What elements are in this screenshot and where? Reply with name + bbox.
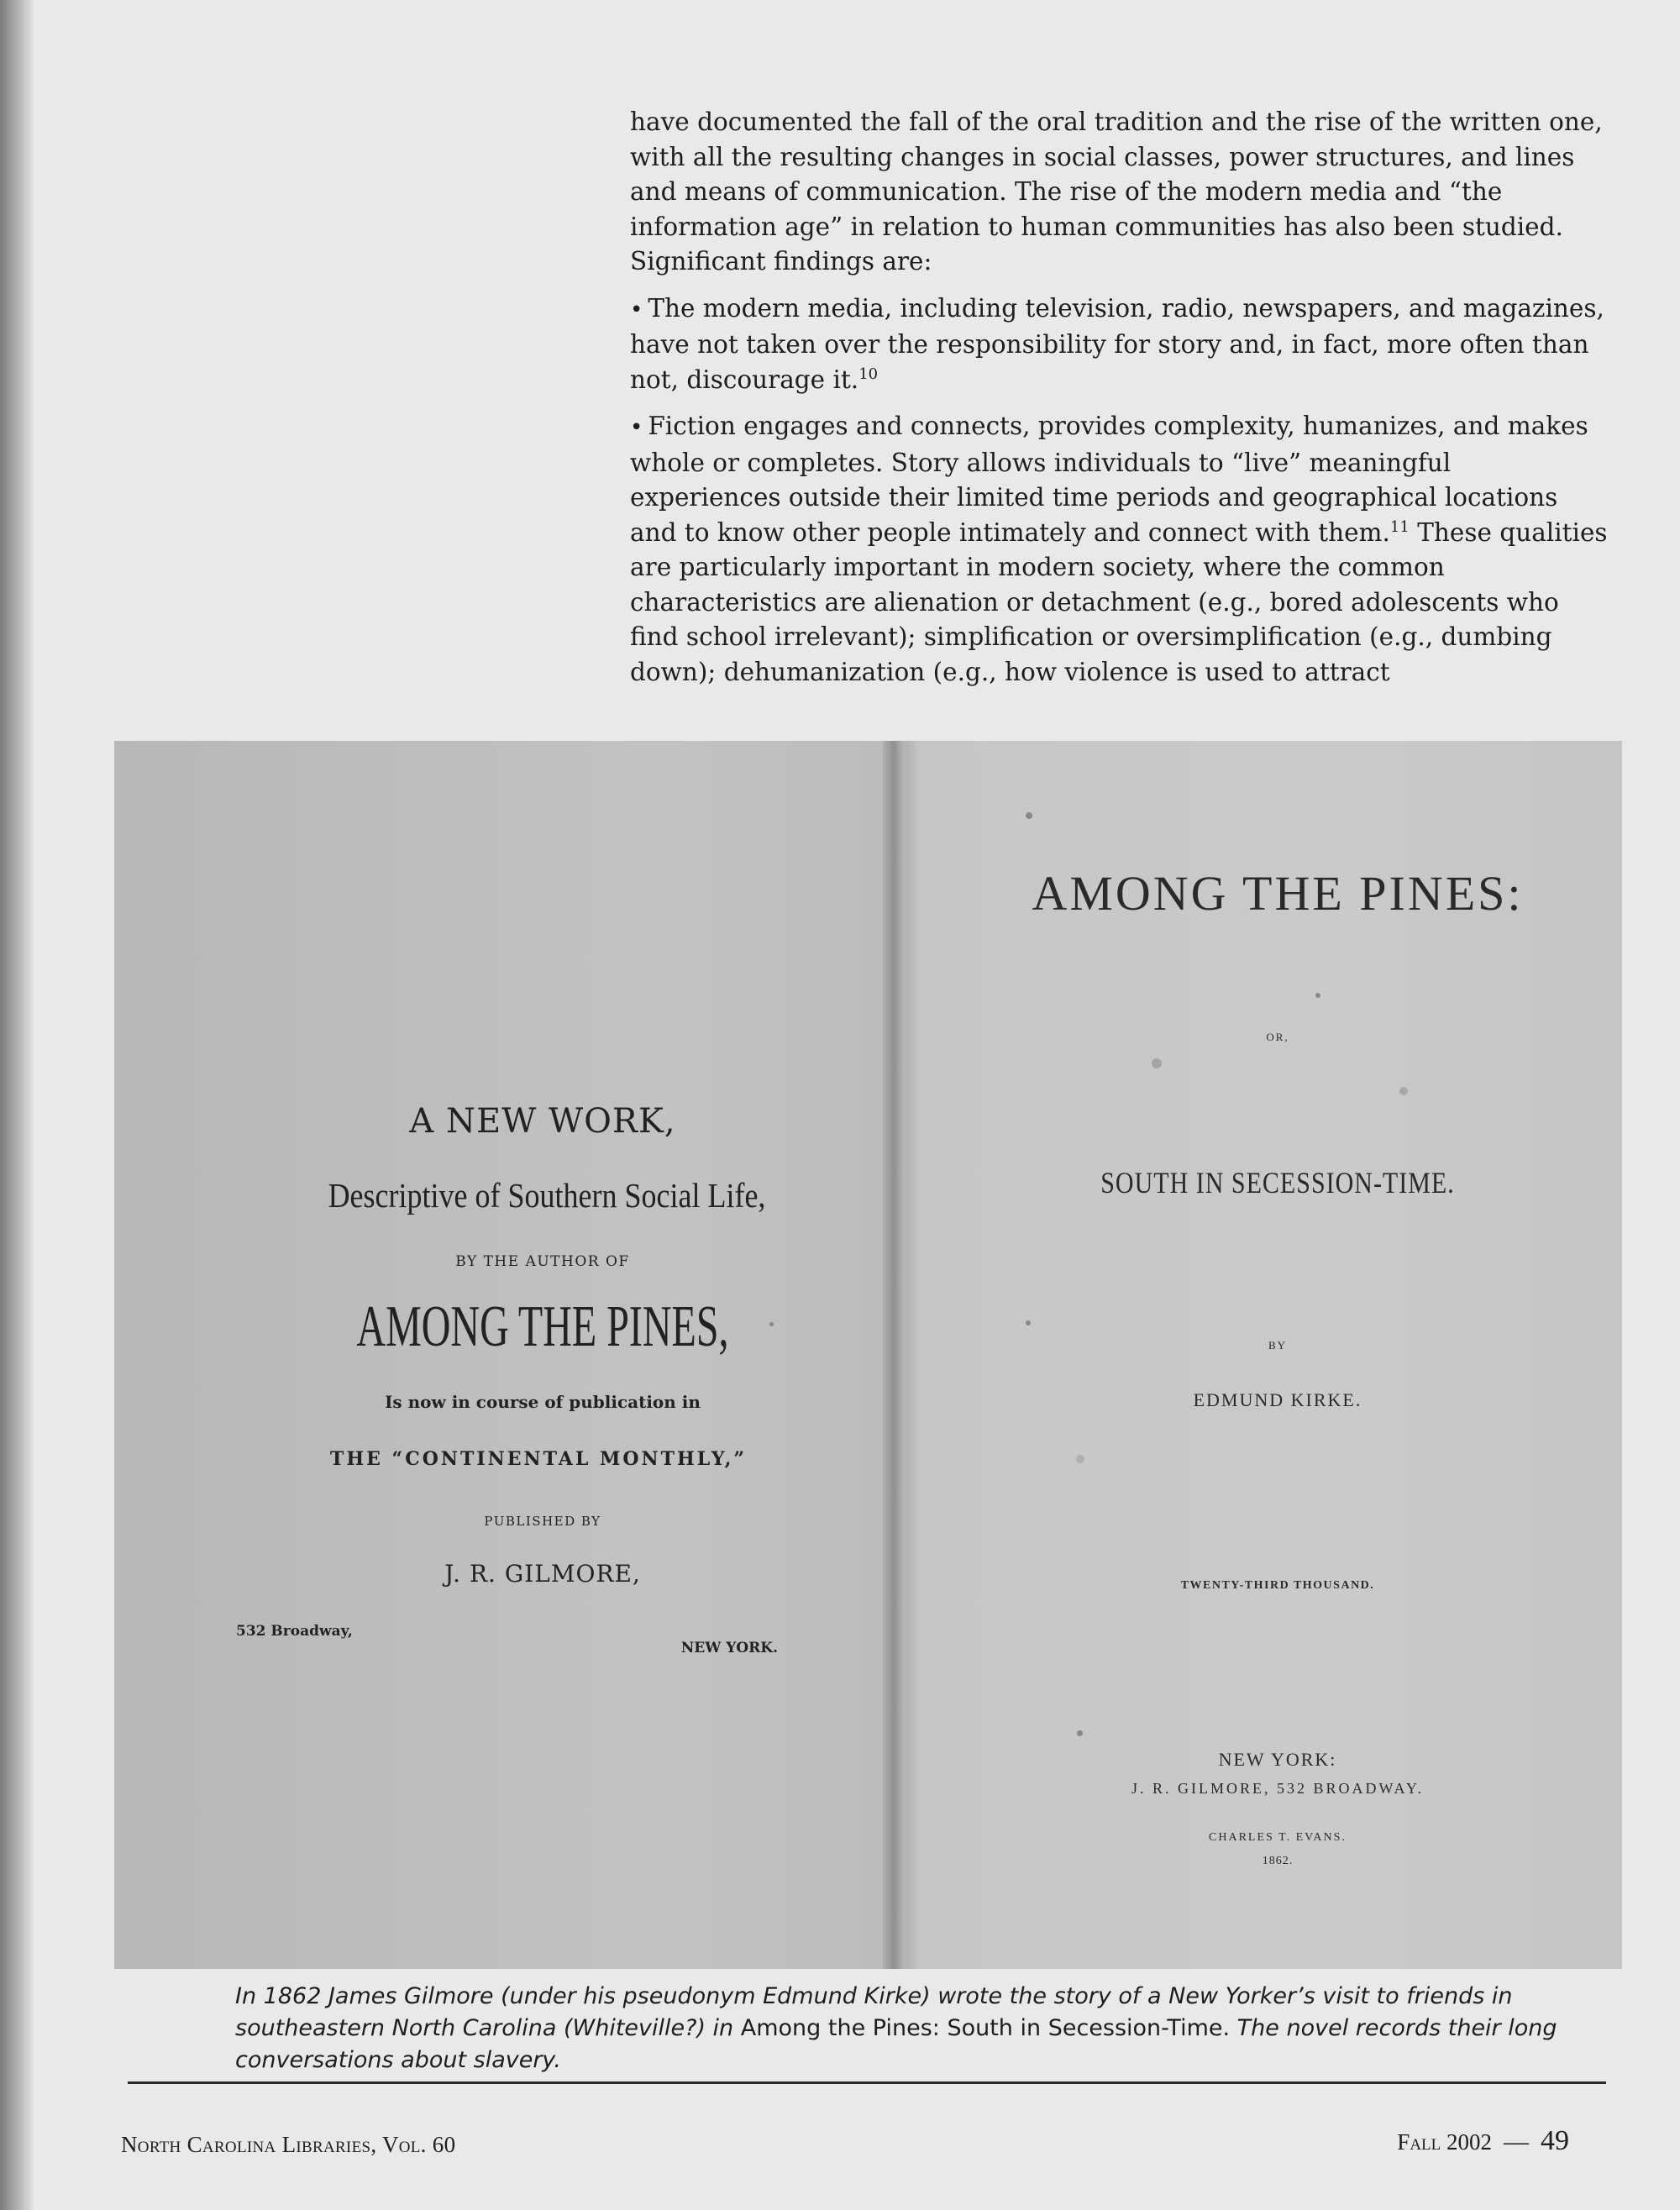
footnote-ref-11: 11 — [1389, 517, 1410, 536]
ad-address: 532 Broadway, — [236, 1623, 353, 1640]
ad-book-title: AMONG THE PINES, — [356, 1294, 729, 1359]
finding-2-text-cont: These qualities are particularly important in modern society, where the common characteristics are alienation or detachment (e.g., bored adolescents who find school irrelevant); simplification or oversimplification (e.g., dumbing down); dehumanization (e.g., how violence is used to attract — [630, 517, 1608, 686]
ad-by-the-author: BY THE AUTHOR OF — [455, 1253, 630, 1270]
caption-book-title: Among the Pines: South in Secession-Time. — [740, 2015, 1231, 2041]
intro-paragraph: have documented the fall of the oral tradition and the rise of the written one, with all the resulting changes in social classes, power structures, and lines and means of communication. The rise of the modern media and “the information age” in relation to human communities has also been studied. Significant findings are: — [630, 108, 1603, 276]
ad-city: NEW YORK. — [680, 1640, 778, 1656]
footer-rule — [128, 2081, 1606, 2084]
finding-2-text: Fiction engages and connects, provides complexity, humanizes, and makes whole or completes. Story allows individuals to “live” meaningful experiences outside their limited time periods and geographical locations and to know other people intimately and connect with them. — [630, 412, 1588, 547]
book-subtitle: SOUTH IN SECESSION-TIME. — [1100, 1166, 1455, 1200]
finding-2 — [630, 409, 1609, 690]
bullet-icon: • — [630, 415, 643, 440]
ad-description: Descriptive of Southern Social Life, — [328, 1176, 766, 1215]
title-or: OR, — [1266, 1031, 1289, 1043]
ad-published-by: PUBLISHED BY — [484, 1514, 601, 1529]
paper-speck — [769, 1322, 774, 1326]
finding-1-text: The modern media, including television, radio, newspapers, and magazines, have not taken over the responsibility for story and, in fact, more often than not, discourage it. — [630, 293, 1604, 394]
ad-magazine-name: THE “CONTINENTAL MONTHLY,” — [329, 1448, 748, 1470]
title-by: BY — [1268, 1339, 1288, 1352]
bullet-icon: • — [630, 297, 643, 323]
paper-speck — [1315, 993, 1320, 998]
paper-speck — [1026, 1320, 1031, 1325]
magazine-page — [34, 0, 1680, 2210]
imprint-city: NEW YORK: — [1218, 1749, 1337, 1770]
ad-heading: A NEW WORK, — [409, 1102, 676, 1141]
figure-caption — [235, 1981, 1579, 2076]
caption-text-cont: The novel records their long conversations about slavery. — [235, 2015, 1557, 2073]
imprint-year: 1862. — [1262, 1855, 1294, 1867]
paper-speck — [1152, 1058, 1162, 1068]
caption-text: In 1862 James Gilmore (under his pseudonym Edmund Kirke) wrote the story of a New Yorker’s visit to friends in southeastern North Carolina (Whiteville?) in — [235, 1983, 1513, 2041]
finding-1 — [630, 291, 1609, 398]
ad-publisher-name: J. R. GILMORE, — [444, 1560, 641, 1588]
book-edition: TWENTY-THIRD THOUSAND. — [1180, 1579, 1375, 1592]
page-footer-right — [1397, 2125, 1569, 2157]
paper-speck — [1026, 812, 1032, 819]
page-binding-shadow — [0, 0, 34, 2210]
paper-speck — [1399, 1087, 1408, 1095]
title-page — [891, 741, 1622, 1969]
imprint-publisher: J. R. GILMORE, 532 BROADWAY. — [1131, 1780, 1425, 1797]
body-text — [630, 105, 1609, 701]
journal-name: North Carolina Libraries, Vol. 60 — [121, 2132, 456, 2157]
ad-publication-note: Is now in course of publication in — [385, 1392, 701, 1412]
page-number: 49 — [1541, 2125, 1569, 2156]
book-title: AMONG THE PINES: — [1032, 866, 1524, 921]
paper-speck — [1077, 1730, 1083, 1736]
imprint-printer: CHARLES T. EVANS. — [1209, 1831, 1347, 1844]
book-photograph — [114, 741, 1622, 1969]
issue-date: Fall 2002 — [1397, 2129, 1492, 2155]
advertisement-page — [114, 741, 891, 1969]
paper-speck — [1076, 1455, 1084, 1463]
footer-dash: — — [1504, 2128, 1529, 2155]
book-author: EDMUND KIRKE. — [1193, 1389, 1362, 1410]
footnote-ref-10: 10 — [858, 365, 879, 383]
